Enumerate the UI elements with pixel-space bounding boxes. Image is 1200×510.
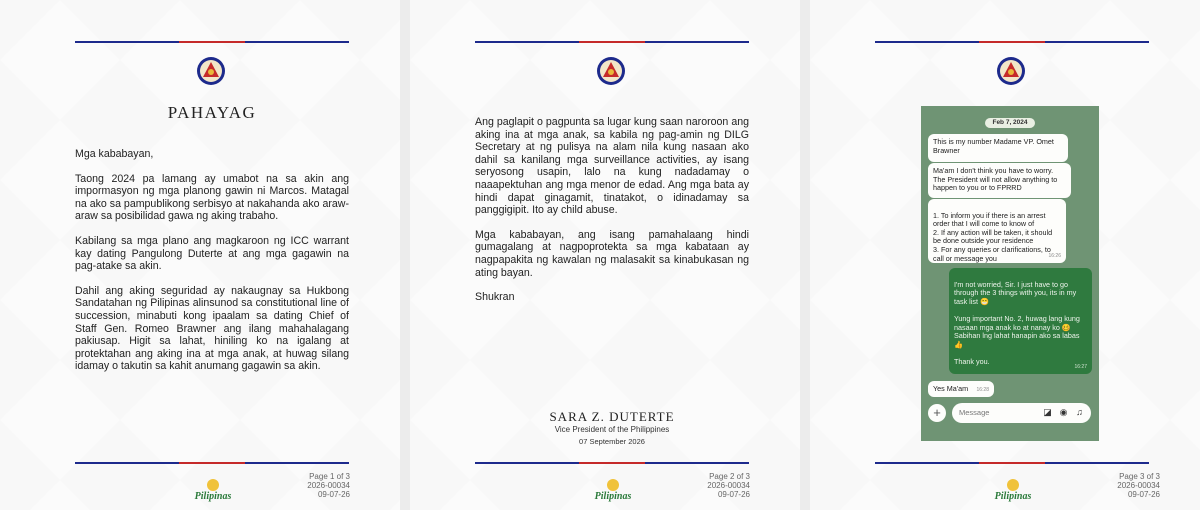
top-rule [875, 41, 1149, 43]
svg-text:Pilipinas: Pilipinas [994, 491, 1032, 502]
page-info [707, 472, 750, 499]
incoming-message [928, 381, 994, 397]
bagong-pilipinas-logo [190, 477, 236, 503]
paragraph: Dahil ang aking seguridad ay nakaugnay sa Hukbong Sandatahan ng Pilipinas alinsunod sa constitutional line of succession, minabuti kong ipaalam sa dating Chief of Staff Gen. Romeo Brawner ang ilang mahahalagang pakiusap. Higit sa lahat, hiniling ko na igalang at protektahan ang aking ina at mga anak, at huwag silang idamay o takutin sa kahit anumang gagawin sa akin. [75, 284, 349, 373]
incoming-message [928, 163, 1071, 198]
bottom-rule [75, 462, 349, 464]
signatory-title: Vice President of the Philippines [554, 425, 670, 434]
svg-text:Pilipinas: Pilipinas [194, 491, 232, 502]
statement-page-1 [0, 0, 400, 510]
chat-screenshot [921, 106, 1099, 441]
incoming-message [928, 199, 1066, 263]
top-rule [475, 41, 749, 43]
message-text: Ma'am I don't think you have to worry. The President will not allow anything to happen to you or to FPRRD [933, 166, 1058, 193]
reference-date: 09-07-26 [1127, 490, 1160, 499]
message-text: This is my number Madame VP. Omet Brawner [933, 137, 1054, 155]
page-number: Page 2 of 3 [709, 472, 750, 481]
closing: Shukran [475, 291, 515, 304]
reference-date: 09-07-26 [717, 490, 750, 499]
statement-page-3 [810, 0, 1200, 510]
bottom-rule [875, 462, 1149, 464]
page-heading: PAHAYAG [167, 103, 257, 122]
add-attachment-button[interactable]: + [928, 404, 946, 422]
reference-date: 09-07-26 [317, 490, 350, 499]
message-text: I'm not worried, Sir. I just have to go through the 3 things with you, its in my task list 😁 Yung important No. 2, huwag lang kung nasaan mga anak ko at nanay ko 🥴 Sabihan lng lahat hanapin ako sa labas 👍 Thank you. [954, 279, 1080, 366]
reference-number: 2026-00034 [707, 481, 750, 490]
message-placeholder: Message [959, 408, 990, 417]
page-gap [400, 0, 410, 510]
message-time: 16:26 [1048, 253, 1061, 260]
microphone-icon[interactable]: ♫ [1076, 407, 1083, 417]
signature-date: 07 September 2026 [579, 437, 645, 446]
ovp-seal-icon [996, 56, 1026, 86]
paragraph: Mga kababayan, ang isang pamahalaang hindi gumagalang at nagpoprotekta sa mga kabataan ay nagpapakita ng kawalan ng malasakit sa kinabukasan ng ating bayan. [475, 228, 749, 279]
page-number: Page 3 of 3 [1119, 472, 1160, 481]
page-2-body [475, 116, 749, 316]
paragraph: Taong 2024 pa lamang ay umabot na sa akin ang impormasyon ng mga planong gawin ni Marcos. Matagal na ako sa pampublikong serbisyo at nakahanda ako araw-araw sa posibilidad gawa ng aking trabaho. [75, 172, 349, 223]
reference-number: 2026-00034 [1117, 481, 1160, 490]
page-gap [800, 0, 810, 510]
top-rule [75, 41, 349, 43]
date-chip: Feb 7, 2024 [985, 118, 1035, 128]
statement-page-2 [410, 0, 810, 510]
message-time: 16:28 [976, 387, 989, 394]
outgoing-message [949, 268, 1092, 374]
page-number: Page 1 of 3 [309, 472, 350, 481]
reference-number: 2026-00034 [307, 481, 350, 490]
camera-icon[interactable]: ◉ [1059, 407, 1068, 417]
bottom-rule [475, 462, 749, 464]
incoming-message [928, 134, 1068, 162]
svg-text:Pilipinas: Pilipinas [594, 491, 632, 502]
sticker-icon[interactable]: ◪ [1043, 407, 1052, 417]
signatory-name: SARA Z. DUTERTE [549, 409, 675, 424]
message-text: Yes Ma'am [933, 384, 969, 393]
paragraph: Kabilang sa mga plano ang magkaroon ng ICC warrant kay dating Pangulong Duterte at ang mga gagawin na pag-atake sa akin. [75, 234, 349, 273]
message-time: 16:27 [1074, 364, 1087, 371]
paragraph: Ang paglapit o pagpunta sa lugar kung saan naroroon ang aking ina at mga anak, sa kabila ng pag-amin ng DILG Secretary at ng pulisya na alam nila kung nasaan ako dahil sa kanilang mga surveillance activities, ay isang seryosong usapin, lalo na kung nadadamay o naaapektuhan ang mga menor de edad. Ang mga bata ay hindi dapat ginagamit, tinatakot, o idinadamay sa panggigipit. Ito ay child abuse. [475, 116, 749, 217]
ovp-seal-icon [196, 56, 226, 86]
message-input[interactable] [952, 403, 1091, 423]
paragraph: Mga kababayan, [75, 148, 154, 160]
ovp-seal-icon [596, 56, 626, 86]
message-text: 1. To inform you if there is an arrest order that I will come to know of 2. If any action will be taken, it should be done outside your residence 3. For any queries or clarifications, to call or message you [933, 210, 1053, 263]
page-info [307, 472, 350, 499]
page-1-body [75, 148, 349, 385]
bagong-pilipinas-logo [990, 477, 1036, 503]
page-info [1117, 472, 1160, 499]
bagong-pilipinas-logo [590, 477, 636, 503]
